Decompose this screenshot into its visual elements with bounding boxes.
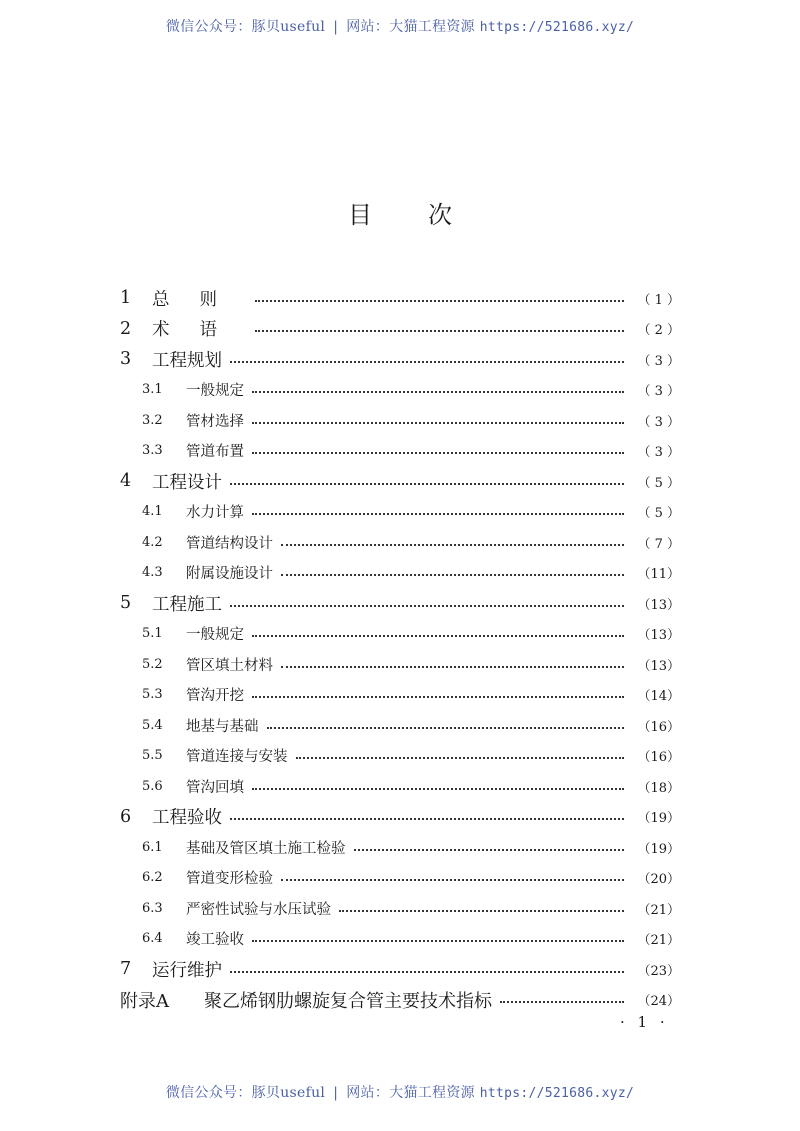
dot-leader — [500, 1000, 624, 1003]
toc-entry-3-3[interactable] — [120, 436, 680, 467]
toc-entry-5[interactable] — [120, 588, 680, 619]
toc-entry-4-3[interactable] — [120, 558, 680, 589]
toc-number: 6.2 — [142, 870, 163, 886]
toc-number: 3 — [120, 349, 132, 370]
dot-leader — [255, 329, 624, 332]
toc-page: （ 1 ） — [637, 292, 680, 308]
toc-entry-5-3[interactable] — [120, 680, 680, 711]
toc-page: （ 3 ） — [637, 445, 680, 461]
toc-title: 运行维护 — [152, 960, 222, 981]
dot-leader — [267, 726, 625, 729]
toc-entry-4-2[interactable] — [120, 527, 680, 558]
toc-entry-5-1[interactable] — [120, 619, 680, 650]
dot-leader — [230, 604, 624, 607]
dot-leader — [252, 390, 624, 393]
site-url[interactable]: https://521686.xyz/ — [479, 1086, 635, 1101]
toc-entry-6-2[interactable] — [120, 863, 680, 894]
dot-leader — [339, 909, 624, 912]
dot-leader — [281, 878, 624, 881]
toc-entry-appendix-a[interactable] — [120, 985, 680, 1016]
toc-number: 4.2 — [142, 534, 163, 550]
toc-number: 7 — [120, 959, 132, 980]
dot-leader — [230, 970, 624, 973]
toc-title: 工程设计 — [152, 472, 222, 493]
toc-entry-5-5[interactable] — [120, 741, 680, 772]
dot-leader — [252, 787, 624, 790]
toc-title: 附属设施设计 — [186, 566, 273, 583]
toc-entry-6-4[interactable] — [120, 924, 680, 955]
dot-leader — [230, 817, 624, 820]
toc-title: 工程施工 — [152, 594, 222, 615]
toc-page: （ 3 ） — [637, 384, 680, 400]
toc-number: 3.2 — [142, 412, 163, 428]
toc-entry-6[interactable] — [120, 802, 680, 833]
toc-title: 地基与基础 — [186, 718, 259, 735]
dot-leader — [281, 665, 624, 668]
dot-leader — [252, 939, 624, 942]
toc-entry-3-1[interactable] — [120, 375, 680, 406]
toc-number: 5.3 — [142, 687, 163, 703]
toc-title: 工程验收 — [152, 808, 222, 829]
bottom-watermark-banner — [0, 1082, 800, 1102]
toc-page: （ 2 ） — [637, 323, 680, 339]
toc-number: 6.3 — [142, 900, 163, 916]
toc-entry-6-1[interactable] — [120, 832, 680, 863]
toc-title: 水力计算 — [186, 505, 244, 522]
toc-number: 4 — [120, 471, 132, 492]
toc-page: （13） — [637, 628, 680, 644]
toc-number: 6 — [120, 806, 132, 827]
toc-title: 管材选择 — [186, 413, 244, 430]
table-of-contents — [120, 283, 680, 1015]
dot-leader — [281, 543, 624, 546]
toc-title: 管道变形检验 — [186, 871, 273, 888]
wechat-text: 微信公众号：豚贝useful — [165, 19, 326, 35]
toc-page: （11） — [637, 567, 680, 583]
toc-number: 5.1 — [142, 626, 163, 642]
toc-number: 1 — [120, 288, 132, 309]
toc-page: （18） — [637, 780, 680, 796]
toc-entry-5-2[interactable] — [120, 649, 680, 680]
toc-title: 工程规划 — [152, 350, 222, 371]
toc-entry-4-1[interactable] — [120, 497, 680, 528]
toc-page: （14） — [637, 689, 680, 705]
toc-number: 3.1 — [142, 382, 163, 398]
toc-page: （13） — [637, 658, 680, 674]
toc-page: （19） — [637, 841, 680, 857]
wechat-text: 微信公众号：豚贝useful — [165, 1085, 326, 1101]
toc-page: （23） — [637, 963, 680, 979]
dot-leader — [252, 634, 624, 637]
banner-separator: | — [333, 1085, 339, 1101]
dot-leader — [252, 451, 624, 454]
toc-number: 5.5 — [142, 748, 163, 764]
toc-entry-3-2[interactable] — [120, 405, 680, 436]
toc-page: （ 3 ） — [637, 414, 680, 430]
dot-leader — [230, 482, 624, 485]
toc-page: （24） — [637, 994, 680, 1010]
toc-number: 5.4 — [142, 717, 163, 733]
toc-entry-4[interactable] — [120, 466, 680, 497]
toc-number: 附录A — [120, 990, 169, 1012]
dot-leader — [354, 848, 625, 851]
toc-title: 管道布置 — [186, 444, 244, 461]
toc-page: （20） — [637, 872, 680, 888]
toc-title: 管道连接与安装 — [186, 749, 288, 766]
toc-entry-7[interactable] — [120, 954, 680, 985]
dot-leader — [230, 360, 624, 363]
toc-title: 管道结构设计 — [186, 535, 273, 552]
toc-page: （ 5 ） — [637, 475, 680, 491]
toc-page: （ 7 ） — [637, 536, 680, 552]
toc-entry-5-4[interactable] — [120, 710, 680, 741]
toc-title: 竣工验收 — [186, 932, 244, 949]
dot-leader — [252, 512, 624, 515]
dot-leader — [296, 756, 625, 759]
toc-page: （21） — [637, 933, 680, 949]
toc-title: 术语 — [152, 320, 247, 341]
toc-page: （13） — [637, 597, 680, 613]
toc-number: 4.1 — [142, 504, 163, 520]
toc-number: 4.3 — [142, 565, 163, 581]
toc-number: 5.2 — [142, 656, 163, 672]
top-watermark-banner — [0, 16, 800, 36]
toc-entry-3[interactable] — [120, 344, 680, 375]
dot-leader — [252, 421, 624, 424]
toc-title: 一般规定 — [186, 627, 244, 644]
toc-page: （16） — [637, 719, 680, 735]
toc-title: 聚乙烯钢肋螺旋复合管主要技术指标 — [204, 990, 492, 1012]
toc-number: 6.4 — [142, 931, 163, 947]
page-number: · 1 · — [620, 1013, 669, 1031]
toc-entry-2[interactable] — [120, 314, 680, 345]
toc-entry-1[interactable] — [120, 283, 680, 314]
toc-title: 管沟开挖 — [186, 688, 244, 705]
toc-title: 一般规定 — [186, 383, 244, 400]
site-url[interactable]: https://521686.xyz/ — [479, 20, 635, 35]
toc-number: 5 — [120, 593, 132, 614]
toc-entry-6-3[interactable] — [120, 893, 680, 924]
dot-leader — [255, 299, 624, 302]
toc-page: （16） — [637, 750, 680, 766]
toc-number: 2 — [120, 318, 132, 339]
toc-title: 总则 — [152, 289, 247, 310]
toc-title: 管区填土材料 — [186, 657, 273, 674]
dot-leader — [252, 695, 624, 698]
toc-number: 6.1 — [142, 839, 163, 855]
toc-title: 基础及管区填土施工检验 — [186, 840, 346, 857]
banner-separator: | — [333, 19, 339, 35]
toc-title: 严密性试验与水压试验 — [186, 901, 331, 918]
toc-page: （19） — [637, 811, 680, 827]
toc-number: 3.3 — [142, 443, 163, 459]
toc-entry-5-6[interactable] — [120, 771, 680, 802]
toc-page: （ 3 ） — [637, 353, 680, 369]
toc-number: 5.6 — [142, 778, 163, 794]
toc-page: （21） — [637, 902, 680, 918]
toc-page: （ 5 ） — [637, 506, 680, 522]
page-title: 目次 — [348, 201, 508, 229]
site-text: 网站：大猫工程资源 — [346, 1085, 475, 1101]
toc-title: 管沟回填 — [186, 779, 244, 796]
dot-leader — [281, 573, 624, 576]
site-text: 网站：大猫工程资源 — [346, 19, 475, 35]
